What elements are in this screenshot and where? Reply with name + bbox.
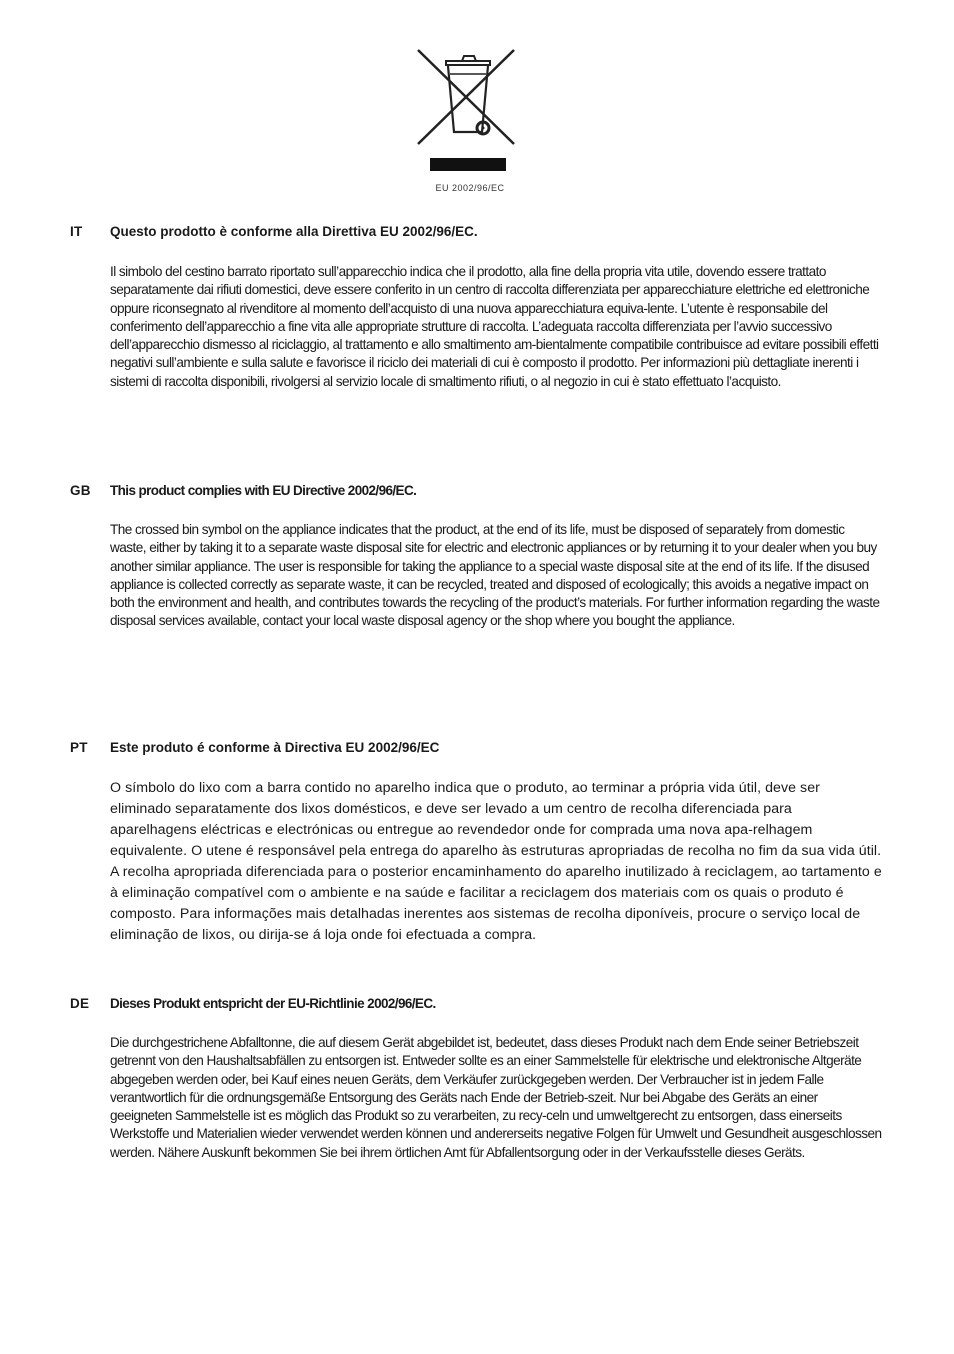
language-code: DE [70, 996, 90, 1011]
section-body: The crossed bin symbol on the appliance indicates that the product, at the end of its life, must be disposed of separately from domestic waste, either by taking it to a separate waste disposal site for electric and electronic appliances or by returning it to your dealer when you buy another similar appliance. The user is responsible for taking the appliance to a special waste disposal site at the end of its life. If the disused appliance is collected correctly as separate waste, it can be recycled, treated and disposed of ecologically; this avoids a negative impact on both the environment and health, and contributes towards the recycling of the product’s materials. For further information regarding the waste disposal services available, contact your local waste disposal agency or the shop where you bought the appliance. [110, 522, 880, 629]
language-code: PT [70, 740, 88, 755]
section-body: O símbolo do lixo com a barra contido no aparelho indica que o produto, ao terminar a própria vida útil, deve ser eliminado separatamente dos lixos domésticos, e deve ser levado a um centro de recolha diferenciada para aparelhagens eléctricas e electrónicas ou entregue ao revendedor onde for comprada uma nova apa-relhagem equivalente. O utene é responsável pela entrega do aparelho às estruturas apropriadas de recolha no fim da sua vida útil. A recolha apropriada diferenciada para o posterior encaminhamento do aparelho inutilizado à reciclagem, ao tartamento e à eliminação compatível com o ambiente e na saúde e facilitar a reciclagem dos materiais com os quais o produto é composto. Para informações mais detalhadas inerentes aos sistemas de recolha diponíveis, procure o serviço local de eliminação de lixos, ou dirija-se á loja onde foi efectuada a compra. [110, 780, 882, 943]
weee-logo [410, 44, 530, 194]
section-heading: This product complies with EU Directive 2002/96/EC. [110, 483, 417, 498]
section-heading: Questo prodotto è conforme alla Direttiva EU 2002/96/EC. [110, 224, 478, 239]
section-heading: Este produto é conforme à Directiva EU 2002/96/EC [110, 740, 440, 755]
language-code: IT [70, 224, 83, 239]
section-heading: Dieses Produkt entspricht der EU-Richtlinie 2002/96/EC. [110, 996, 436, 1011]
crossed-out-wheelie-bin-icon [410, 44, 530, 179]
language-code: GB [70, 483, 91, 498]
section-body: Il simbolo del cestino barrato riportato sull’apparecchio indica che il prodotto, alla fine della propria vita utile, dovendo essere trattato separatamente dai rifiuti domestici, deve essere conferito in un centro di raccolta differenziata per apparecchiature elettriche ed elettroniche oppure riconsegnato al rivenditore al momento dell’acquisto di una nuova apparecchiatura equiva-lente. L’utente è responsabile del conferimento dell’apparecchio a fine vita alle appropriate strutture di raccolta. L’adeguata raccolta differenziata per l’avvio successivo dell’apparecchio dismesso al riciclaggio, al trattamento e allo smaltimento am-bientalmente compatibile contribuisce ad evitare possibili effetti negativi sull’ambiente e sulla salute e favorisce il riciclo dei materiali di cui è composto il prodotto. Per informazioni più dettagliate inerenti i sistemi di raccolta disponibili, rivolgersi al servizio locale di smaltimento rifiuti, o al negozio in cui è stato effettuato l’acquisto. [110, 264, 879, 389]
logo-caption: EU 2002/96/EC [435, 183, 505, 193]
section-body: Die durchgestrichene Abfalltonne, die auf diesem Gerät abgebildet ist, bedeutet, dass dieses Produkt nach dem Ende seiner Betriebszeit getrennt von den Haushaltsabfällen zu entsorgen ist. Entweder sollte es an einer Sammelstelle für elektrische und elektronische Altgeräte abgegeben werden oder, bei Kauf eines neuen Geräts, dem Verkäufer zurückgegeben werden. Der Verbraucher ist in jedem Falle verantwortlich für die ordnungsgemäße Entsorgung des Geräts nach Ende der Betrieb-szeit. Nur bei Abgabe des Geräts an einer geeigneten Sammelstelle ist es möglich das Produkt so zu verarbeiten, zu recy-celn und umweltgerecht zu entsorgen, dass einerseits Werkstoffe und Materialien wieder verwendet werden können und andererseits negative Folgen für Umwelt und Gesundheit ausgeschlossen werden. Nähere Auskunft bekommen Sie bei ihrem örtlichen Amt für Abfallentsorgung oder in der Verkaufsstelle dieses Geräts. [110, 1035, 882, 1160]
